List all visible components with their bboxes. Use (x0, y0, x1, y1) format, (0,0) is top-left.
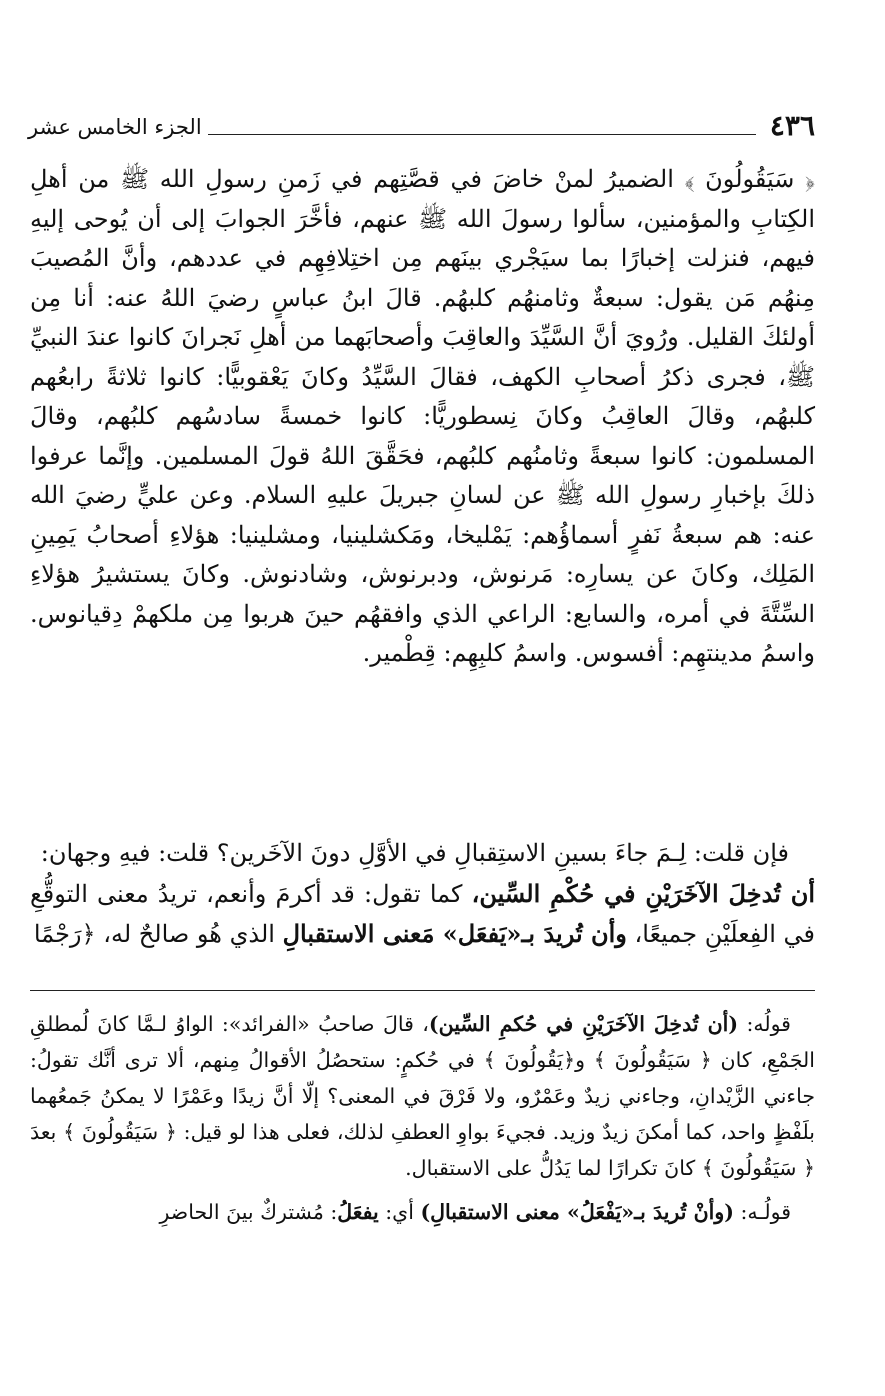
second-answer: وأن تُريدَ بـ«يَفعَل» مَعنى الاستقبالِ (282, 919, 627, 948)
question-text: فإن قلت: لِـمَ جاءَ بسينِ الاستِقبالِ في الأوَّلِ دونَ الآخَرين؟ قلت: فيهِ وجهان: (40, 839, 789, 867)
answer-continuation: الذي هُو صالحٌ له، ﴿رَجْمًا (33, 920, 283, 948)
page-number: ٤٣٦ (769, 109, 815, 142)
main-text-question (30, 834, 815, 955)
header-divider (208, 134, 756, 135)
main-paragraph-2 (30, 834, 815, 955)
footnote-2-label: قولُـه: (733, 1200, 791, 1224)
footnote-2-quote: (وأنْ تُريدَ بـ«يَفْعَلُ» معنى الاستقبالِ) (420, 1200, 734, 1224)
answer-explanation: كما تقول: قد أكرمَ وأنعم، تريدُ معنى التوقُّعِ في الفِعلَيْنِ جميعًا، (30, 879, 815, 948)
running-title: الجزء الخامس عشر (28, 115, 202, 139)
footnote-2-term: يفعَلُ (337, 1200, 379, 1224)
footnote-1 (30, 1006, 815, 1186)
footnote-2-text: أي: (378, 1200, 421, 1224)
first-answer: أن تُدخِلَ الآخَرَيْنِ في حُكْمِ السِّين، (471, 878, 815, 908)
footnote-1-quote: (أن تُدخِلَ الآخَرَيْنِ في حُكمِ السِّين) (428, 1012, 739, 1036)
footnote-1-text: ، قالَ صاحبُ «الفرائد»: الواوُ لـمَّا كانَ لُمطلقِ الجَمْعِ، كان ﴿ سَيَقُولُونَ ﴾ و﴿يَقُولُونَ ﴾ في حُكمٍ: ستحصُلُ الأقوالُ مِنهم، ألا ترى أنَّك تقولُ: جاءني الزَّيْدانِ، وجاءني زيدٌ وعَمْرٌو، ولا فَرْقَ في المعنى؟ إلّا أنَّ زيدًا وعَمْرًا لا يمكنُ جَمعُهما بلَفْظٍ واحد، كما أمكنَ زيدٌ وزيد. فجيءَ بواوِ العطفِ لذلك، فعلى هذا لو قيل: ﴿ سَيَقُولُونَ ﴾ بعدَ ﴿ سَيَقُولُونَ ﴾ كانَ تكرارًا لما يَدُلُّ على الاستقبال. (30, 1012, 815, 1180)
footnote-1-label: قولُه: (738, 1012, 791, 1036)
page-header (28, 108, 815, 142)
main-text (30, 160, 815, 674)
footnote-divider (30, 990, 815, 991)
footnote-2-end: : مُشتركٌ بينَ الحاضرِ (159, 1200, 338, 1224)
main-paragraph-1: ﴿ سَيَقُولُونَ ﴾ الضميرُ لمنْ خاضَ في قصَّتِهم في زَمنِ رسولِ الله ﷺ من أهلِ الكِتابِ والمؤمنين، سألوا رسولَ الله ﷺ عنهم، فأخَّرَ الجوابَ إلى أن يُوحى إليهِ فيهم، فنزلت إخبارًا بما سيَجْري بينَهم مِن اختِلافِهِم في عددهم، وأنَّ المُصيبَ مِنهُم مَن يقول: سبعةٌ وثامنهُم كلبهُم. قالَ ابنُ عباسٍ رضيَ اللهُ عنه: أنا مِن أولئكَ القليل. ورُويَ أنَّ السَّيِّدَ والعاقِبَ وأصحابَهما من أهلِ نَجرانَ كانوا عندَ النبيِّ ﷺ، فجرى ذكرُ أصحابِ الكهف، فقالَ السَّيِّدُ وكانَ يَعْقوبيًّا: كانوا ثلاثةً رابعُهم كلبهُم، وقالَ العاقِبُ وكانَ نِسطوريًّا: كانوا خمسةً سادسُهم كلبُهم، وقالَ المسلمون: كانوا سبعةً وثامنُهم كلبُهم، فحَقَّقَ اللهُ قولَ المسلمين. وإنَّما عرفوا ذلكَ بإخبارِ رسولِ الله ﷺ عن لسانِ جبريلَ عليهِ السلام. وعن عليٍّ رضيَ الله عنه: هم سبعةُ نَفرٍ أسماؤُهم: يَمْليخا، ومَكشلينيا، ومشلينيا: هؤلاءِ أصحابُ يَمِينِ المَلِك، وكانَ عن يسارِه: مَرنوش، ودبرنوش، وشادنوش. وكانَ يستشيرُ هؤلاءِ السِّتَّةَ في أمره، والسابع: الراعي الذي وافقهُم حينَ هربوا مِن ملكهمْ دِقيانوس. واسمُ مدينتهِم: أفسوس. واسمُ كلبِهِم: قِطْمير. (30, 165, 816, 667)
footnote-2 (30, 1194, 815, 1230)
footnotes (30, 1006, 815, 1230)
